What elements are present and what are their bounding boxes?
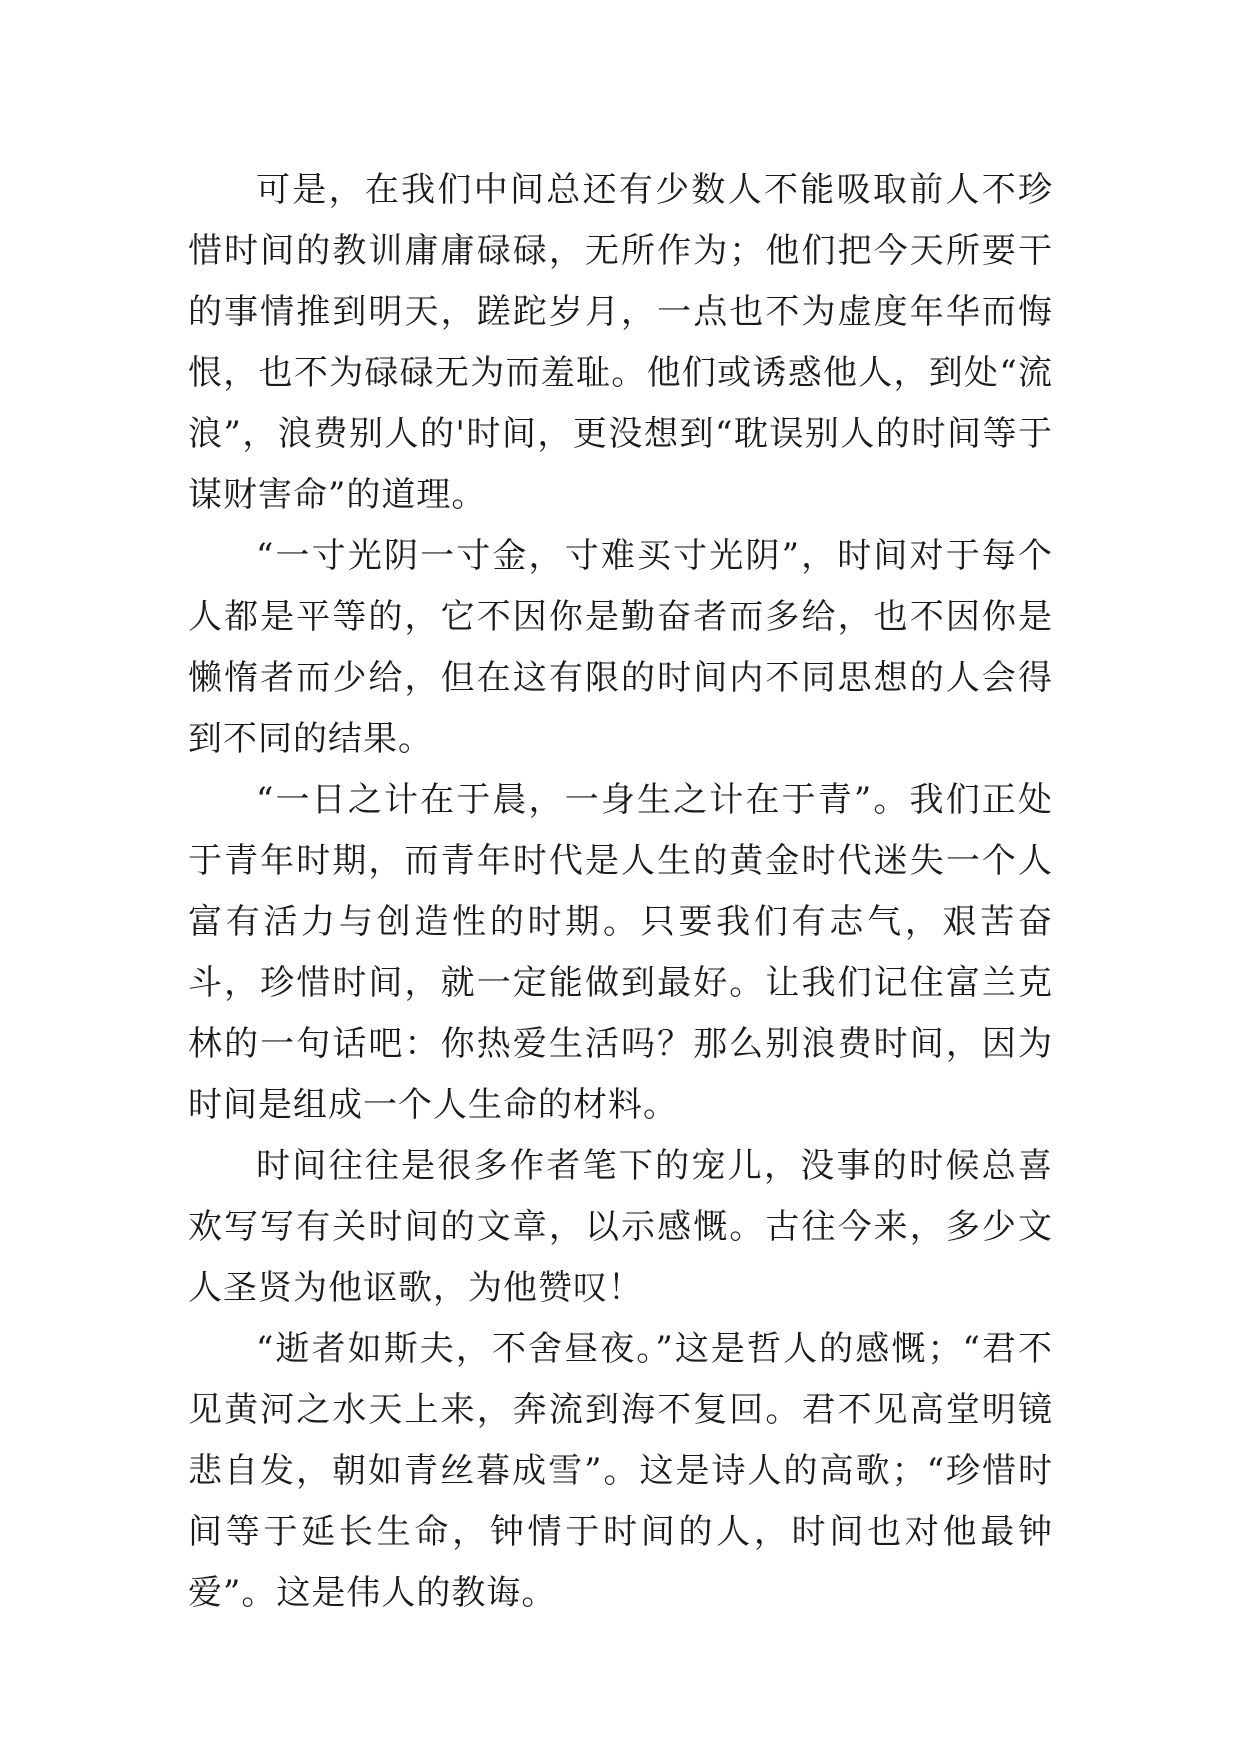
paragraph-5: “逝者如斯夫，不舍昼夜。”这是哲人的感慨；“君不见黄河之水天上来，奔流到海不复回。君不见高堂明镜悲自发，朝如青丝暮成雪”。这是诗人的高歌；“珍惜时间等于延长生命，钟情于时间的人，时间也对他最钟爱”。这是伟人的教诲。	[188, 1329, 1053, 1613]
paragraph-4: 时间往往是很多作者笔下的宠儿，没事的时候总喜欢写写有关时间的文章，以示感慨。古往今来，多少文人圣贤为他讴歌，为他赞叹！	[188, 1146, 1053, 1308]
paragraph-3: “一日之计在于晨，一身生之计在于青”。我们正处于青年时期，而青年时代是人生的黄金时代迷失一个人富有活力与创造性的时期。只要我们有志气，艰苦奋斗，珍惜时间，就一定能做到最好。让我们记住富兰克林的一句话吧：你热爱生活吗？那么别浪费时间，因为时间是组成一个人生命的材料。	[188, 780, 1053, 1125]
paragraph-2: “一寸光阴一寸金，寸难买寸光阴”，时间对于每个人都是平等的，它不因你是勤奋者而多给，也不因你是懒惰者而少给，但在这有限的时间内不同思想的人会得到不同的结果。	[188, 536, 1053, 759]
document-body	[188, 160, 1053, 1624]
paragraph-1: 可是，在我们中间总还有少数人不能吸取前人不珍惜时间的教训庸庸碌碌，无所作为；他们把今天所要干的事情推到明天，蹉跎岁月，一点也不为虚度年华而悔恨，也不为碌碌无为而羞耻。他们或诱惑他人，到处“流浪”，浪费别人的'时间，更没想到“耽误别人的时间等于谋财害命”的道理。	[188, 170, 1053, 515]
